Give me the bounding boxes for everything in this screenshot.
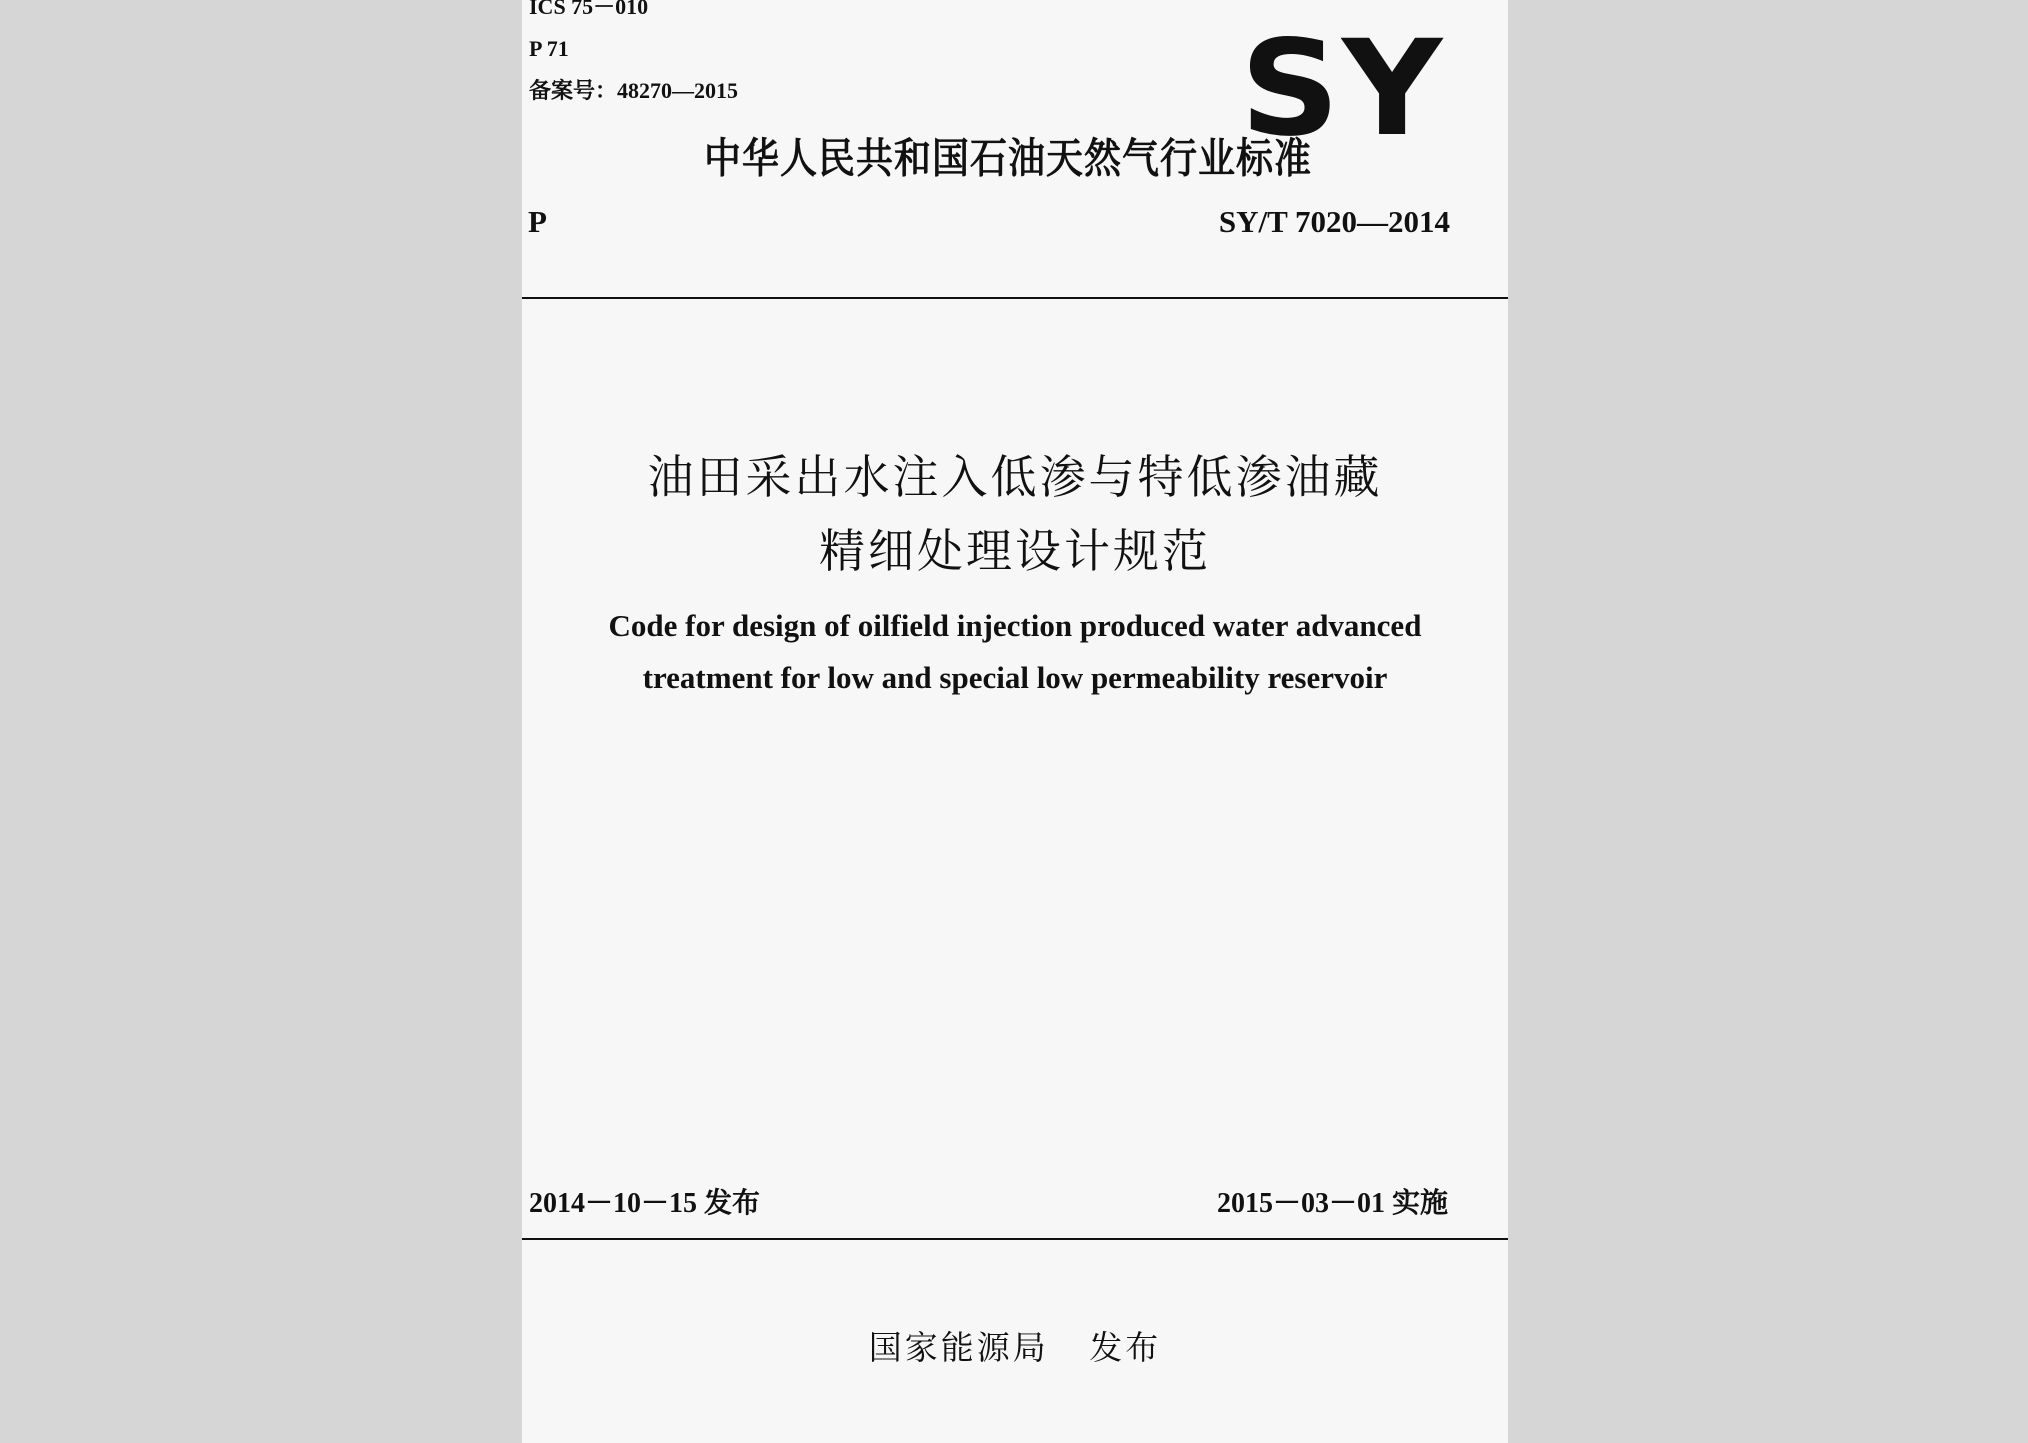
standard-code: SY/T 7020—2014 [1218,204,1450,239]
implementation-date: 2015－03－01 实施 [1216,1188,1448,1219]
bottom-divider [522,1238,1508,1240]
publisher: 国家能源局 发布 [868,1328,1162,1367]
ics-code: ICS 75－010 [529,0,649,19]
title-cn-line2: 精细处理设计规范 [819,524,1211,578]
ccs-code: P 71 [529,36,569,61]
title-en-line2: treatment for low and special low permeability reservoir [642,660,1388,695]
sy-logo: SY [1240,12,1445,166]
title-cn-line1: 油田采出水注入低渗与特低渗油藏 [647,450,1383,504]
classification-letter: P [528,204,547,239]
standard-organization: 中华人民共和国石油天然气行业标准 [704,134,1312,183]
standard-cover-page [522,0,1508,1443]
issue-date: 2014－10－15 发布 [529,1188,761,1219]
filing-number: 备案号：48270—2015 [529,78,739,103]
title-en-line1: Code for design of oilfield injection produced water advanced [608,608,1422,643]
top-divider [522,297,1508,299]
